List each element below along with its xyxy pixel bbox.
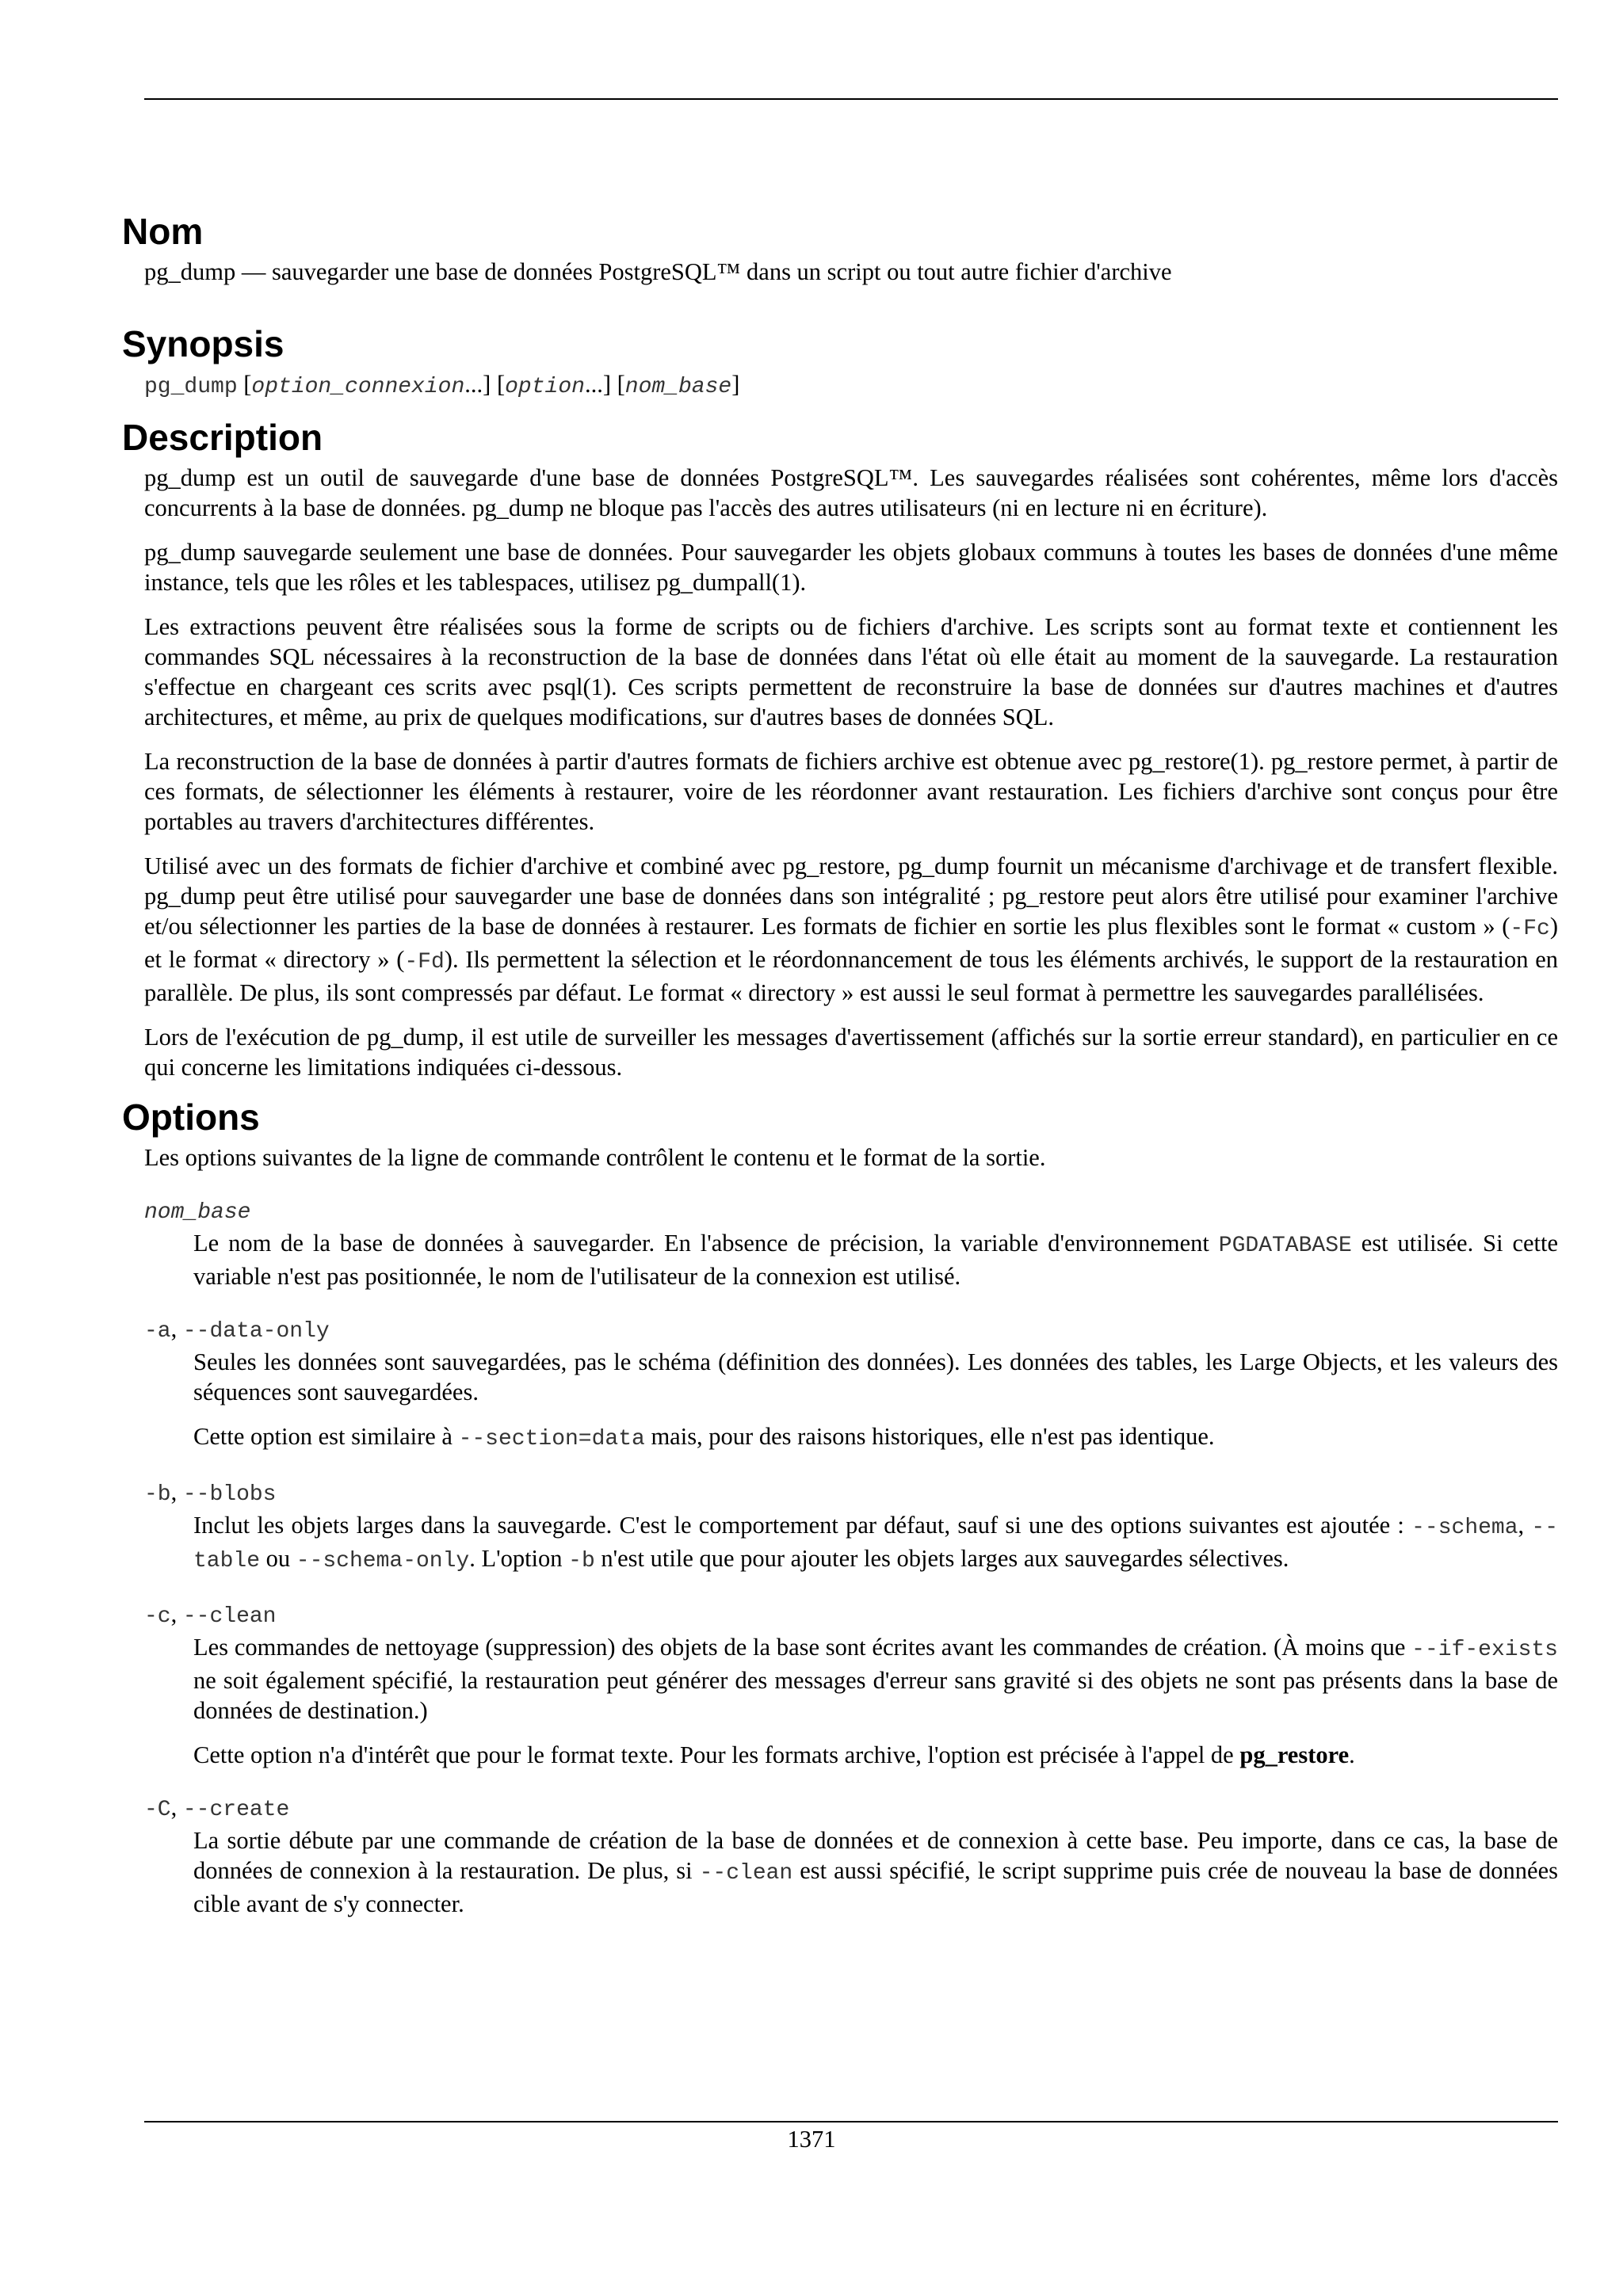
- footer-rule: [144, 2121, 1558, 2122]
- synopsis-arg-nom-base: nom_base: [624, 375, 732, 399]
- document-body: [122, 211, 1559, 1933]
- option-term-data-only: -a, --data-only: [144, 1315, 330, 1344]
- code-clean: --clean: [699, 1861, 793, 1886]
- heading-synopsis: Synopsis: [122, 323, 285, 364]
- option-def-data-only: Seules les données sont sauvegardées, pas le schéma (définition des données). Les données des tables, les Large Objects, et les valeurs des séquences sont sauvegardées. Cette option est similaire à --section=data mais, pour des raisons historiques, elle n'est pas identique.: [193, 1348, 1558, 1451]
- synopsis-arg-connexion: option_connexion: [251, 375, 465, 399]
- page-number: 1371: [787, 2126, 836, 2153]
- option-term-create: -C, --create: [144, 1794, 290, 1822]
- description-paragraph: La reconstruction de la base de données à partir d'autres formats de fichiers archive est obtenue avec pg_restore(1). pg_restore permet, à partir de ces formats, de sélectionner les éléments à restaurer, voire de les réordonner avant restauration. Les fichiers d'archive sont conçus pour être portables au travers d'architectures différentes.: [144, 748, 1558, 835]
- synopsis-line: pg_dump [option_connexion...] [option...] [nom_base]: [144, 371, 740, 399]
- option-def-create: La sortie débute par une commande de création de la base de données et de connexion à cette base. Peu importe, dans ce cas, la base de données de connexion à la restauration. De plus, si --clean est aussi spécifié, le script supprime puis crée de nouveau la base de données cible avant de s'y connecter.: [193, 1827, 1558, 1917]
- description-paragraph: Utilisé avec un des formats de fichier d'archive et combiné avec pg_restore, pg_dump fournit un mécanisme d'archivage et de transfert flexible. pg_dump peut être utilisé pour sauvegarder une base de données dans son intégralité ; pg_restore peut alors être utilisé pour examiner l'archive et/ou sélectionner les parties de la base de données à restaurer. Les formats de fichier en sortie les plus flexibles sont le format « custom » (-Fc) et le format « directory » (-Fd). Ils permettent la sélection et le réordonnancement de tous les éléments archivés, le support de la restauration en parallèle. De plus, ils sont compressés par défaut. Le format « directory » est aussi le seul format à permettre les sauvegardes parallélisées.: [144, 852, 1558, 1006]
- section-synopsis: [122, 323, 1558, 402]
- options-intro: Les options suivantes de la ligne de commande contrôlent le contenu et le format de la sortie.: [144, 1144, 1046, 1171]
- description-paragraph: pg_dump sauvegarde seulement une base de données. Pour sauvegarder les objets globaux communs à toutes les bases de données d'une même instance, tels que les rôles et les tablespaces, utilisez pg_dumpall(1).: [144, 539, 1558, 596]
- option-term-clean: -c, --clean: [144, 1600, 277, 1629]
- synopsis-arg-option: option: [505, 375, 585, 399]
- code-if-exists: --if-exists: [1411, 1638, 1558, 1662]
- section-options: [122, 1097, 1559, 1919]
- code-section-data: --section=data: [458, 1427, 645, 1451]
- description-paragraph: Les extractions peuvent être réalisées sous la forme de scripts ou de fichiers d'archive. Les scripts sont au format texte et contiennent les commandes SQL nécessaires à la reconstruction de la base de données dans l'état où elle était au moment de la sauvegarde. La restauration s'effectue en chargeant ces scrits avec psql(1). Ces scripts permettent de reconstruire la base de données sur d'autres machines et d'autres architectures, et même, au prix de quelques modifications, sur d'autres bases de données SQL.: [144, 613, 1558, 730]
- option-def-blobs: Inclut les objets larges dans la sauvegarde. C'est le comportement par défaut, sauf si une des options suivantes est ajoutée : --schema, --table ou --schema-only. L'option -b n'est utile que pour ajouter les objets larges aux sauvegardes sélectives.: [193, 1512, 1559, 1573]
- description-paragraph: pg_dump est un outil de sauvegarde d'une base de données PostgreSQL™. Les sauvegardes réalisées sont cohérentes, même lors d'accès concurrents à la base de données. pg_dump ne bloque pas l'accès des autres utilisateurs (ni en lecture ni en écriture).: [144, 464, 1558, 521]
- option-def-clean: Les commandes de nettoyage (suppression) des objets de la base sont écrites avant les commandes de création. (À moins que --if-exists ne soit également spécifié, la restauration peut générer des messages d'erreur sans gravité si des objets ne sont pas présents dans la base de données de destination.) Cette option n'a d'intérêt que pour le format texte. Pour les formats archive, l'option est précisée à l'appel de pg_restore.: [193, 1634, 1558, 1768]
- code-pgdatabase: PGDATABASE: [1218, 1234, 1352, 1258]
- heading-nom: Nom: [122, 211, 204, 252]
- heading-options: Options: [122, 1097, 260, 1138]
- option-term-nom-base: nom_base: [144, 1200, 251, 1225]
- nom-text: pg_dump — sauvegarder une base de données PostgreSQL™ dans un script ou tout autre fichier d'archive: [144, 258, 1172, 285]
- synopsis-command: pg_dump: [144, 375, 238, 399]
- heading-description: Description: [122, 417, 323, 458]
- option-term-blobs: -b, --blobs: [144, 1478, 277, 1507]
- code-fd: -Fd: [404, 950, 445, 974]
- pg-restore-bold: pg_restore: [1239, 1741, 1350, 1768]
- header-rule: [144, 98, 1558, 100]
- code-fc: -Fc: [1510, 917, 1550, 941]
- section-nom: [122, 211, 1558, 287]
- section-description: [122, 417, 1558, 1082]
- option-def-nom-base: Le nom de la base de données à sauvegarder. En l'absence de précision, la variable d'environnement PGDATABASE est utilisée. Si cette variable n'est pas positionnée, le nom de l'utilisateur de la connexion est utilisé.: [193, 1230, 1559, 1290]
- description-paragraph: Lors de l'exécution de pg_dump, il est utile de surveiller les messages d'avertissement (affichés sur la sortie erreur standard), en particulier en ce qui concerne les limitations indiquées ci-dessous.: [144, 1024, 1558, 1081]
